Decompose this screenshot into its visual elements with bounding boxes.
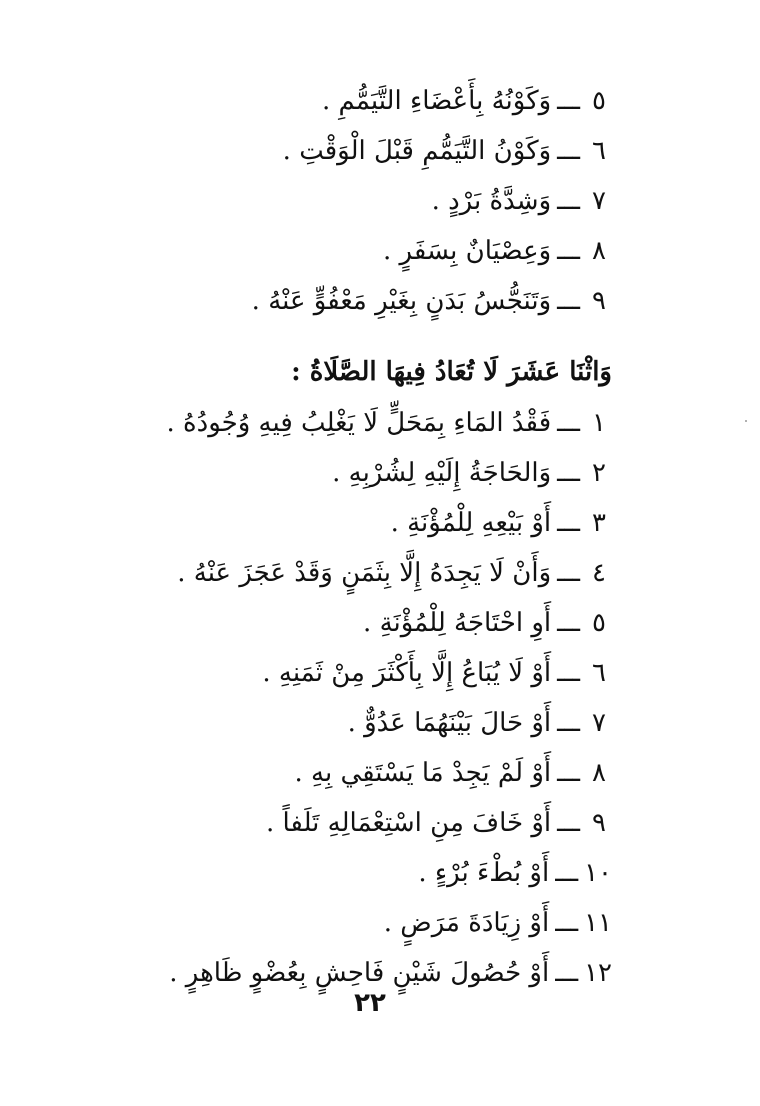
item-text: أَوْ زِيَادَةَ مَرَضٍ . bbox=[383, 908, 550, 938]
item-number: ١١ bbox=[584, 908, 612, 938]
item-dash: ـــ bbox=[557, 758, 580, 788]
list-item bbox=[192, 598, 612, 648]
scan-speck bbox=[745, 420, 747, 422]
item-number: ٤ bbox=[592, 558, 606, 588]
item-text: وَأَنْ لَا يَجِدَهُ إِلَّا بِثَمَنٍ وَقَدْ عَجَزَ عَنْهُ . bbox=[177, 558, 552, 588]
item-text: أَوْ حَالَ بَيْنَهُمَا عَدُوٌّ . bbox=[347, 708, 552, 738]
list-item bbox=[166, 398, 612, 448]
list-item bbox=[192, 798, 612, 848]
item-dash: ـــ bbox=[557, 658, 580, 688]
list-item bbox=[192, 648, 612, 698]
item-text: وَعِصْيَانٌ بِسَفَرٍ . bbox=[382, 236, 552, 266]
item-dash: ـــ bbox=[557, 186, 580, 216]
item-text: أَوْ بُطْءَ بُرْءٍ . bbox=[418, 858, 550, 888]
item-text: وَكَوْنُهُ بِأَعْضَاءِ التَّيَمُّمِ . bbox=[322, 86, 552, 116]
list-item bbox=[192, 698, 612, 748]
item-dash: ـــ bbox=[557, 808, 580, 838]
item-number: ٦ bbox=[592, 658, 606, 688]
item-text: وَشِدَّةُ بَرْدٍ . bbox=[431, 186, 552, 216]
item-number: ٩ bbox=[592, 808, 606, 838]
list-item bbox=[177, 548, 612, 598]
list-item bbox=[192, 748, 612, 798]
item-text: أَوِ احْتَاجَهُ لِلْمُؤْنَةِ . bbox=[363, 608, 552, 638]
item-dash: ـــ bbox=[557, 286, 580, 316]
item-text: أَوْ حُصُولَ شَيْنٍ فَاحِشٍ بِعُضْوٍ ظَاهِرٍ . bbox=[169, 958, 550, 988]
item-text: وَالحَاجَةُ إِلَيْهِ لِشُرْبِهِ . bbox=[332, 458, 552, 488]
item-text: أَوْ بَيْعِهِ لِلْمُؤْنَةِ . bbox=[390, 508, 552, 538]
item-text: أَوْ لَمْ يَجِدْ مَا يَسْتَقِي بِهِ . bbox=[294, 758, 552, 788]
page-number: ٢٢ bbox=[354, 988, 386, 1018]
item-number: ٨ bbox=[592, 236, 606, 266]
list-item bbox=[192, 848, 612, 898]
list-item bbox=[192, 226, 612, 276]
item-dash: ـــ bbox=[557, 458, 580, 488]
list-item bbox=[192, 276, 612, 326]
item-dash: ـــ bbox=[557, 708, 580, 738]
item-dash: ـــ bbox=[555, 858, 579, 888]
item-dash: ـــ bbox=[555, 908, 579, 938]
list-item bbox=[192, 498, 612, 548]
item-text: فَقْدُ المَاءِ بِمَحَلٍّ لَا يَغْلِبُ فِيهِ وُجُودُهُ . bbox=[166, 408, 552, 438]
item-number: ١٢ bbox=[584, 958, 612, 988]
item-dash: ـــ bbox=[557, 236, 580, 266]
item-text: وَتَنَجُّسُ بَدَنٍ بِغَيْرِ مَعْفُوٍّ عَنْهُ . bbox=[251, 286, 552, 316]
item-dash: ـــ bbox=[557, 86, 580, 116]
item-dash: ـــ bbox=[557, 608, 580, 638]
text-block bbox=[166, 76, 612, 998]
list-item bbox=[192, 176, 612, 226]
list-item bbox=[192, 898, 612, 948]
item-text: أَوْ خَافَ مِنِ اسْتِعْمَالِهِ تَلَفاً . bbox=[265, 808, 552, 838]
item-number: ٢ bbox=[592, 458, 606, 488]
item-dash: ـــ bbox=[557, 558, 580, 588]
item-number: ١٠ bbox=[584, 858, 612, 888]
item-dash: ـــ bbox=[557, 136, 580, 166]
item-number: ٩ bbox=[592, 286, 606, 316]
item-number: ٥ bbox=[592, 86, 606, 116]
list-item bbox=[192, 126, 612, 176]
item-dash: ـــ bbox=[555, 958, 579, 988]
list-item bbox=[192, 448, 612, 498]
item-number: ٨ bbox=[592, 758, 606, 788]
list-item bbox=[192, 76, 612, 126]
item-number: ١ bbox=[592, 408, 606, 438]
item-number: ٣ bbox=[592, 508, 606, 538]
item-dash: ـــ bbox=[557, 508, 580, 538]
item-text: أَوْ لَا يُبَاعُ إِلَّا بِأَكْثَرَ مِنْ ثَمَنِهِ . bbox=[262, 658, 552, 688]
item-number: ٦ bbox=[592, 136, 606, 166]
item-text: وَكَوْنُ التَّيَمُّمِ قَبْلَ الْوَقْتِ . bbox=[282, 136, 552, 166]
item-number: ٧ bbox=[592, 186, 606, 216]
section-heading: وَاثْنَا عَشَرَ لَا تُعَادُ فِيهَا الصَّلَاةُ : bbox=[291, 357, 612, 387]
item-dash: ـــ bbox=[557, 408, 580, 438]
item-number: ٥ bbox=[592, 608, 606, 638]
item-number: ٧ bbox=[592, 708, 606, 738]
